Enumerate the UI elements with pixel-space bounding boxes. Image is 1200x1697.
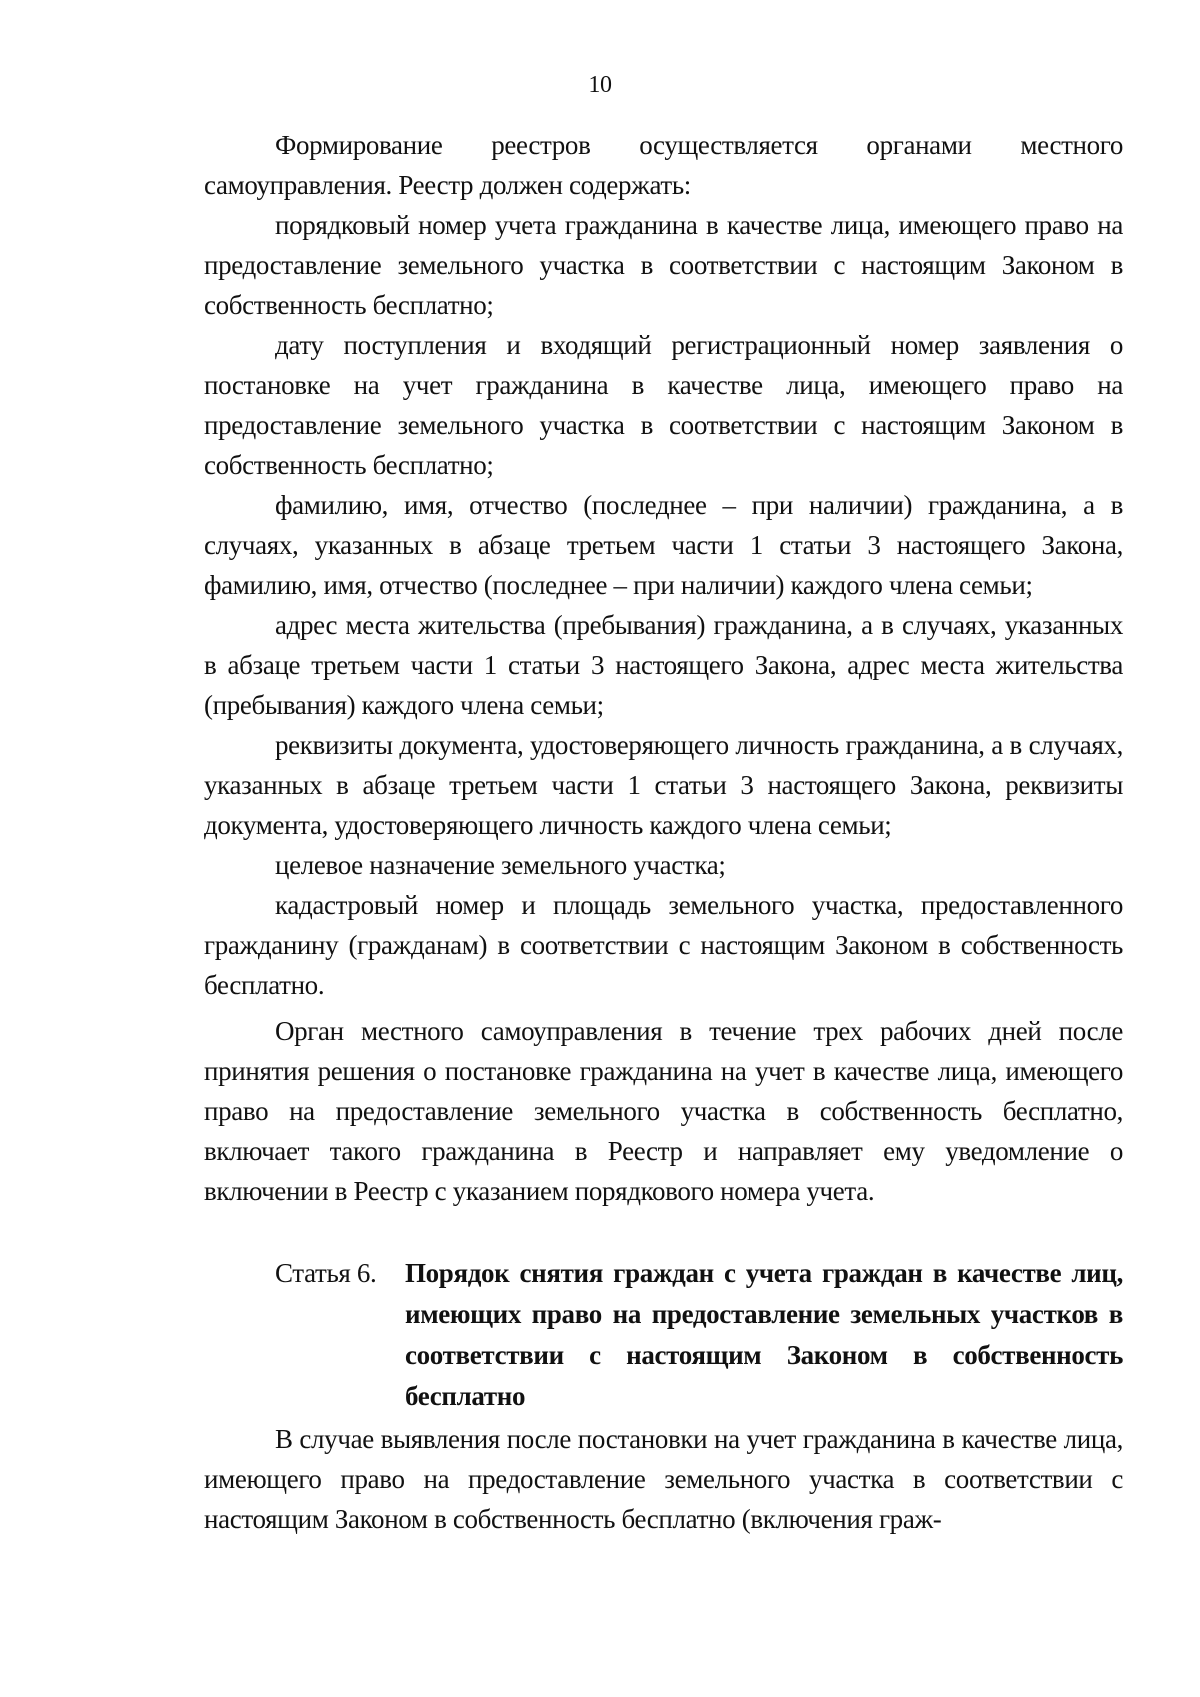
paragraph-article-6-start: В случае выявления после постановки на учет гражданина в качестве лица, имеющего право на предоставление земельного участка в соответствии с настоящим Законом в собственность бесплатно (включения граж- xyxy=(204,1424,1123,1534)
paragraph-registry-formation: Формирование реестров осуществляется органами местного самоуправления. Реестр должен содержать: xyxy=(204,130,1123,200)
paragraph-registry-item-date: дату поступления и входящий регистрационный номер заявления о постановке на учет гражданина в качестве лица, имеющего право на предоставление земельного участка в соответствии с настоящим Законом в собственность бесплатно; xyxy=(204,330,1123,480)
paragraph-registry-item-address: адрес места жительства (пребывания) гражданина, а в случаях, указанных в абзаце третьем части 1 статьи 3 настоящего Закона, адрес места жительства (пребывания) каждого члена семьи; xyxy=(204,610,1123,720)
article-heading xyxy=(204,1253,1123,1417)
article-number: Статья 6. xyxy=(275,1258,377,1288)
paragraph-registry-item-number: порядковый номер учета гражданина в качестве лица, имеющего право на предоставление земельного участка в соответствии с настоящим Законом в собственность бесплатно; xyxy=(204,210,1123,320)
paragraph-registry-item-name: фамилию, имя, отчество (последнее – при наличии) гражданина, а в случаях, указанных в абзаце третьем части 1 статьи 3 настоящего Закона, фамилию, имя, отчество (последнее – при наличии) каждого члена семьи; xyxy=(204,490,1123,600)
paragraph-registry-item-cadastral: кадастровый номер и площадь земельного участка, предоставленного гражданину (гражданам) в соответствии с настоящим Законом в собственность бесплатно. xyxy=(204,890,1123,1000)
page-number: 10 xyxy=(588,72,612,98)
paragraph-registry-item-purpose: целевое назначение земельного участка; xyxy=(275,850,726,880)
article-title: Порядок снятия граждан с учета граждан в качестве лиц, имеющих право на предоставление земельных участков в соответствии с настоящим Законом в собственность бесплатно xyxy=(405,1258,1123,1411)
paragraph-registry-item-document: реквизиты документа, удостоверяющего личность гражданина, а в случаях, указанных в абзаце третьем части 1 статьи 3 настоящего Закона, реквизиты документа, удостоверяющего личность каждого члена семьи; xyxy=(204,730,1123,840)
paragraph-local-authority: Орган местного самоуправления в течение трех рабочих дней после принятия решения о постановке гражданина на учет в качестве лица, имеющего право на предоставление земельного участка в собственность бесплатно, включает такого гражданина в Реестр и направляет ему уведомление о включении в Реестр с указанием порядкового номера учета. xyxy=(204,1016,1123,1206)
document-body xyxy=(204,125,1123,1539)
